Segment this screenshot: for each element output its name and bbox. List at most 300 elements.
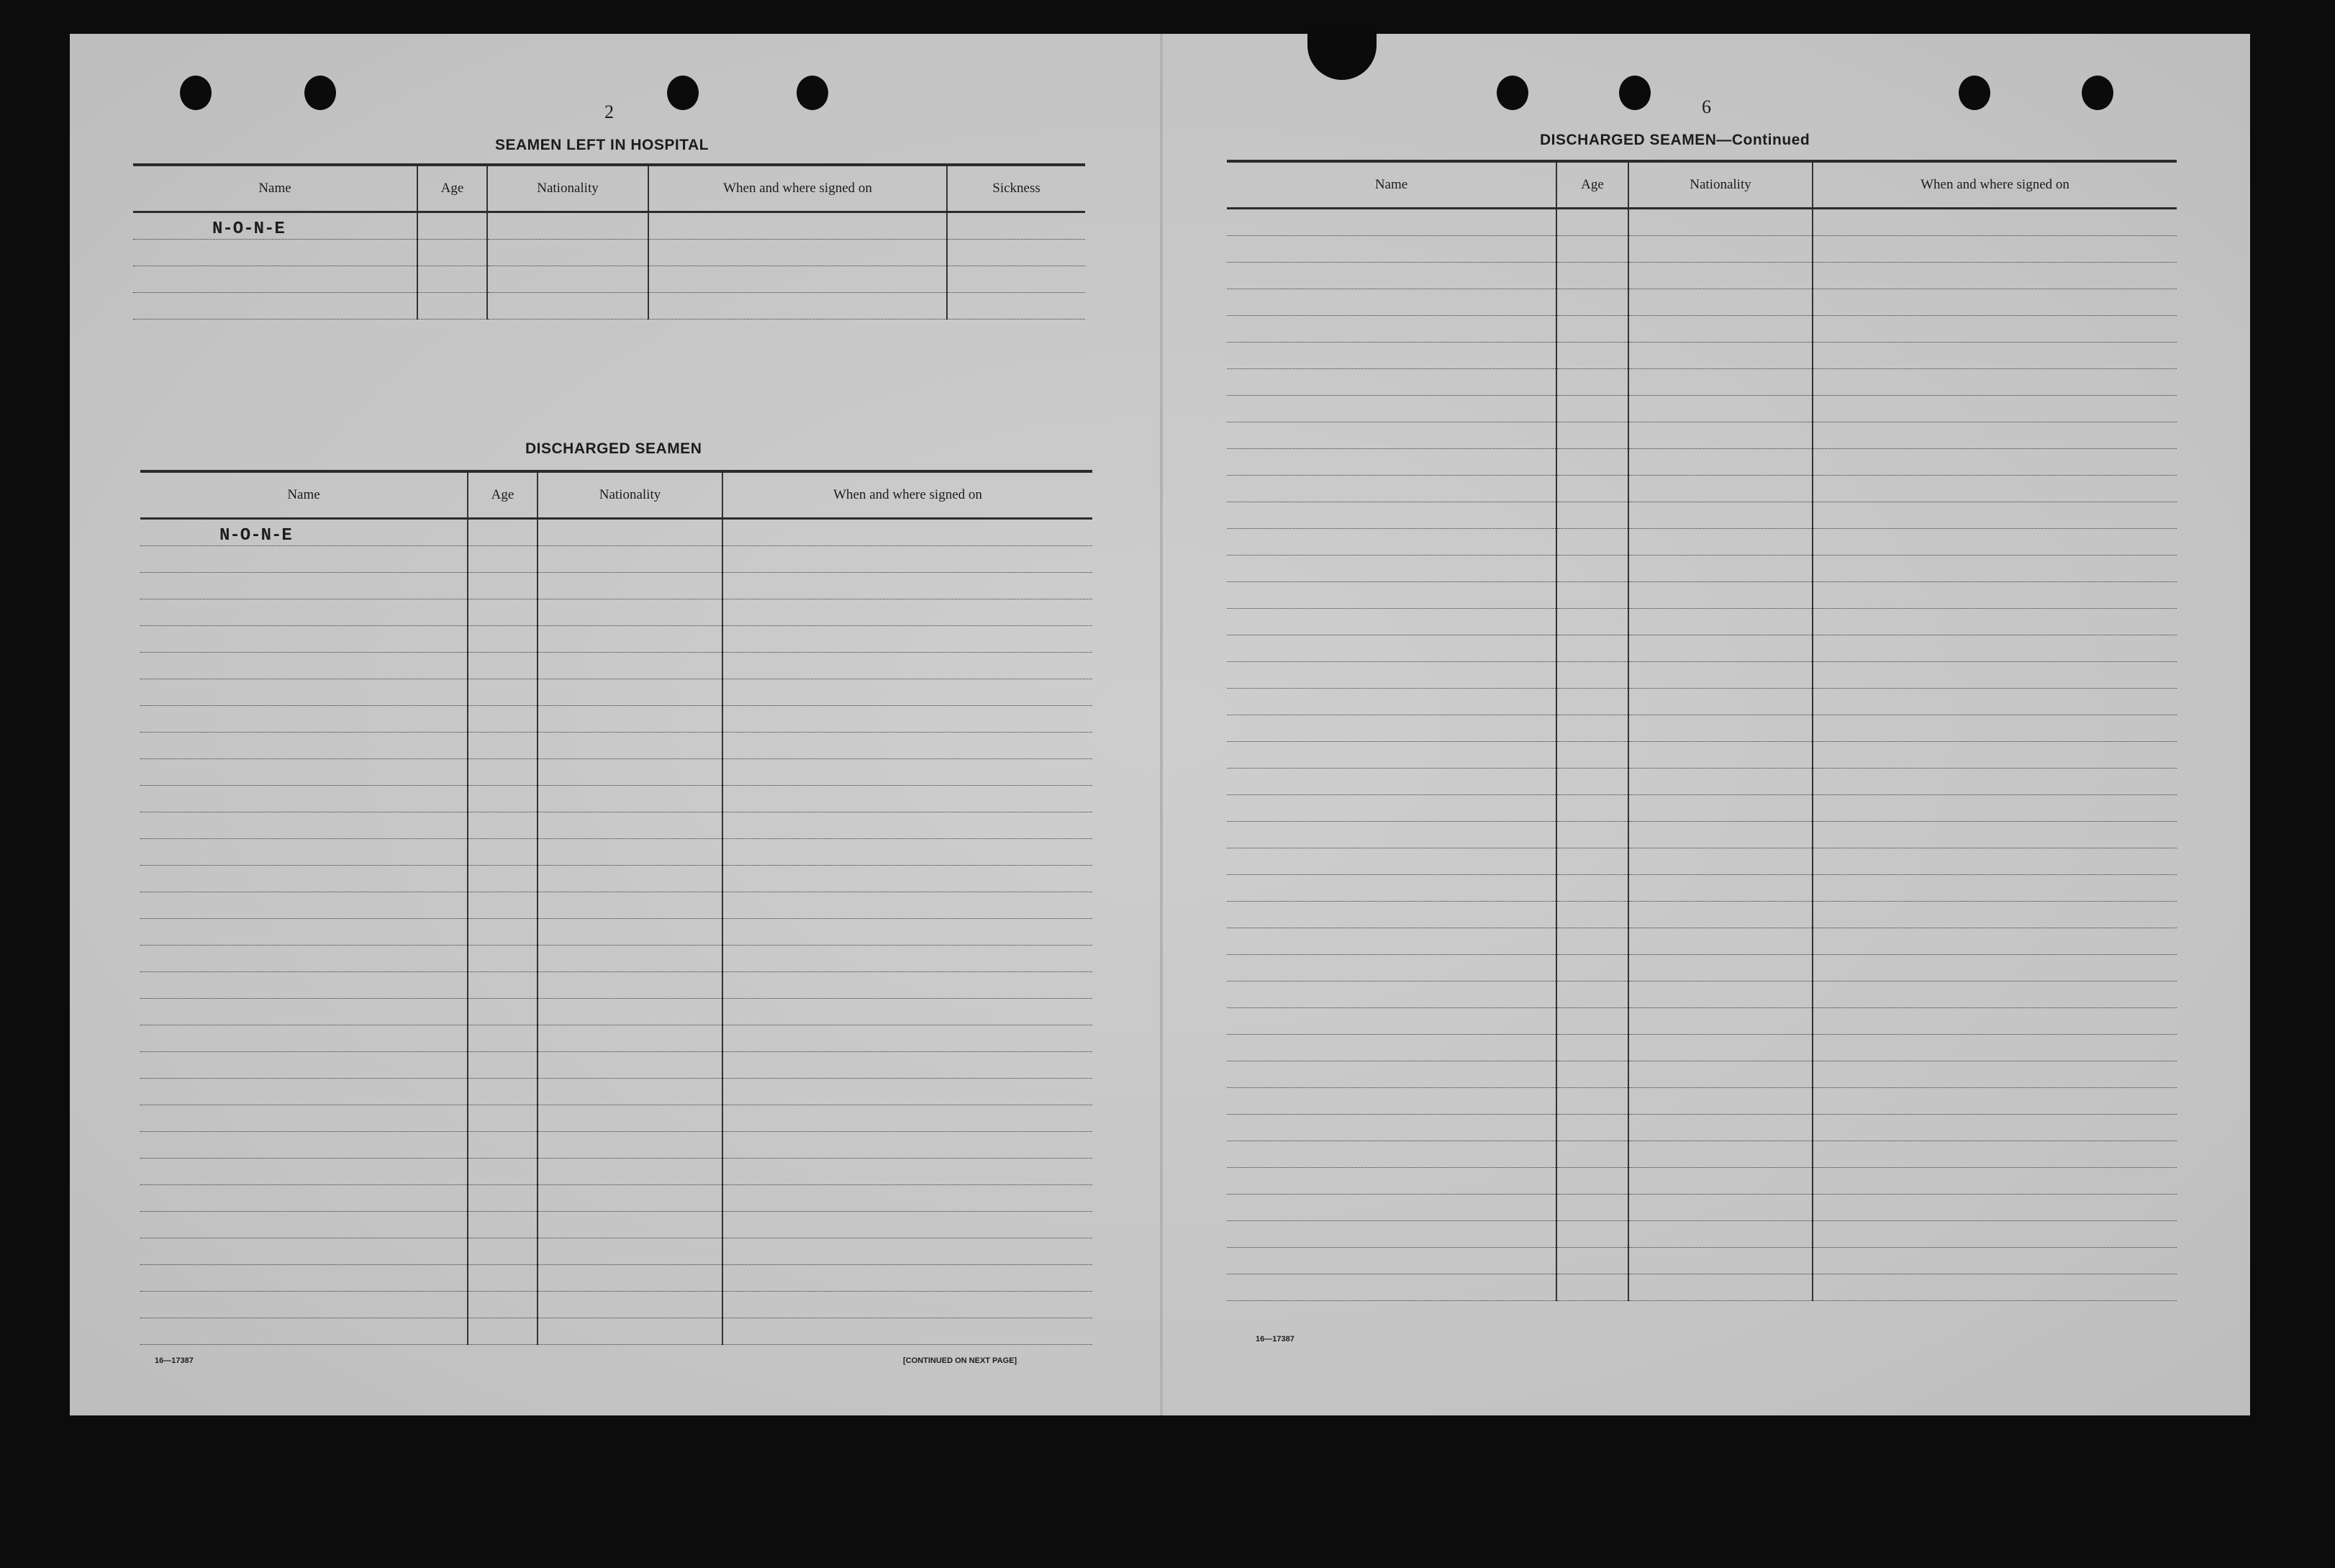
column-header: Name — [1227, 161, 1556, 209]
table-cell — [722, 999, 1092, 1025]
table-cell — [1813, 822, 2177, 848]
table-cell — [487, 240, 648, 266]
page-fold — [1160, 34, 1163, 1415]
table-cell — [468, 546, 538, 573]
table-cell — [1628, 1274, 1813, 1301]
table-row — [140, 1238, 1092, 1265]
table-cell — [1556, 742, 1628, 769]
table-row — [1227, 689, 2177, 715]
table-row — [1227, 582, 2177, 609]
table-cell — [1813, 1195, 2177, 1221]
table-row — [140, 812, 1092, 839]
table-row — [1227, 556, 2177, 582]
table-cell — [1813, 422, 2177, 449]
name-cell — [1227, 928, 1556, 955]
table-cell — [722, 1212, 1092, 1238]
table-cell — [722, 839, 1092, 866]
table-row — [1227, 502, 2177, 529]
name-cell — [1227, 1274, 1556, 1301]
table-cell — [468, 759, 538, 786]
table-cell — [468, 839, 538, 866]
table-cell — [1813, 476, 2177, 502]
table-row — [140, 1212, 1092, 1238]
hospital-table — [133, 163, 1085, 320]
table-cell — [722, 733, 1092, 759]
name-cell — [140, 653, 468, 679]
table-row — [140, 706, 1092, 733]
table-cell — [1628, 449, 1813, 476]
name-cell — [1227, 1195, 1556, 1221]
table-cell — [722, 1132, 1092, 1159]
table-cell — [538, 733, 722, 759]
table-cell — [648, 212, 947, 240]
table-cell — [1628, 529, 1813, 556]
name-cell — [133, 293, 417, 320]
table-cell — [1556, 662, 1628, 689]
table-cell — [538, 1238, 722, 1265]
table-cell — [468, 519, 538, 546]
table-cell — [722, 1185, 1092, 1212]
hospital-section-title: SEAMEN LEFT IN HOSPITAL — [495, 137, 709, 153]
table-cell — [468, 733, 538, 759]
table-cell — [1556, 529, 1628, 556]
table-row — [1227, 263, 2177, 289]
name-cell — [1227, 982, 1556, 1008]
table-cell — [1813, 396, 2177, 422]
column-header: When and where signed on — [1813, 161, 2177, 209]
left-page — [133, 34, 1094, 1415]
table-cell — [468, 599, 538, 626]
table-cell — [1628, 742, 1813, 769]
table-cell — [1628, 396, 1813, 422]
none-entry: N-O-N-E — [133, 212, 417, 240]
table-cell — [487, 266, 648, 293]
table-row — [1227, 875, 2177, 902]
column-header: Name — [133, 165, 417, 212]
name-cell — [1227, 396, 1556, 422]
table-cell — [722, 706, 1092, 733]
table-row — [133, 266, 1085, 293]
name-cell — [1227, 715, 1556, 742]
table-cell — [1556, 582, 1628, 609]
table-cell — [538, 1079, 722, 1105]
table-cell — [538, 972, 722, 999]
table-cell — [1628, 769, 1813, 795]
table-cell — [1556, 848, 1628, 875]
table-row — [140, 1185, 1092, 1212]
table-cell — [468, 892, 538, 919]
table-cell — [487, 212, 648, 240]
table-row — [1227, 902, 2177, 928]
table-cell — [722, 946, 1092, 972]
table-cell — [1556, 476, 1628, 502]
name-cell — [1227, 343, 1556, 369]
table-row — [1227, 635, 2177, 662]
table-cell — [1628, 848, 1813, 875]
name-cell — [1227, 316, 1556, 343]
table-row — [140, 919, 1092, 946]
name-cell — [140, 1132, 468, 1159]
table-row — [1227, 928, 2177, 955]
table-cell — [722, 812, 1092, 839]
table-cell — [722, 1318, 1092, 1345]
table-cell — [947, 293, 1085, 320]
table-cell — [468, 1238, 538, 1265]
table-cell — [468, 679, 538, 706]
table-cell — [1813, 742, 2177, 769]
name-cell — [1227, 236, 1556, 263]
name-cell — [1227, 742, 1556, 769]
table-cell — [1813, 1061, 2177, 1088]
continued-note: [CONTINUED ON NEXT PAGE] — [903, 1356, 1017, 1365]
name-cell — [140, 812, 468, 839]
table-cell — [468, 919, 538, 946]
table-cell — [417, 212, 487, 240]
table-cell — [538, 706, 722, 733]
table-cell — [417, 293, 487, 320]
page-number: 2 — [604, 101, 614, 122]
table-row — [140, 1132, 1092, 1159]
table-cell — [1556, 715, 1628, 742]
table-cell — [1813, 769, 2177, 795]
table-row — [1227, 316, 2177, 343]
table-row — [1227, 529, 2177, 556]
table-cell — [1813, 928, 2177, 955]
table-cell — [1628, 502, 1813, 529]
table-cell — [1556, 1061, 1628, 1088]
name-cell — [1227, 476, 1556, 502]
table-cell — [468, 706, 538, 733]
name-cell — [1227, 582, 1556, 609]
table-cell — [538, 892, 722, 919]
table-row — [1227, 982, 2177, 1008]
discharged-continued-title: DISCHARGED SEAMEN—Continued — [1540, 132, 1810, 148]
table-cell — [468, 1105, 538, 1132]
discharged-continued-table — [1227, 160, 2177, 1301]
name-cell — [1227, 1248, 1556, 1274]
table-cell — [1628, 1115, 1813, 1141]
table-cell — [1556, 449, 1628, 476]
table-cell — [468, 1159, 538, 1185]
table-cell — [648, 240, 947, 266]
name-cell — [1227, 556, 1556, 582]
table-cell — [947, 266, 1085, 293]
table-cell — [1556, 822, 1628, 848]
table-cell — [538, 812, 722, 839]
document-sheet — [70, 34, 2250, 1415]
table-cell — [1813, 582, 2177, 609]
name-cell — [140, 1318, 468, 1345]
table-cell — [1628, 289, 1813, 316]
column-header: Name — [140, 471, 468, 519]
table-cell — [1813, 982, 2177, 1008]
table-cell — [1813, 1141, 2177, 1168]
table-cell — [1556, 1248, 1628, 1274]
table-cell — [468, 1265, 538, 1292]
table-cell — [1628, 209, 1813, 236]
table-cell — [1628, 689, 1813, 715]
table-cell — [538, 1025, 722, 1052]
table-cell — [1628, 1088, 1813, 1115]
table-row — [1227, 1221, 2177, 1248]
table-cell — [1813, 1008, 2177, 1035]
table-cell — [538, 866, 722, 892]
table-cell — [468, 1318, 538, 1345]
name-cell — [1227, 1035, 1556, 1061]
name-cell — [140, 1265, 468, 1292]
table-cell — [468, 999, 538, 1025]
table-row — [140, 972, 1092, 999]
table-cell — [722, 892, 1092, 919]
table-row — [1227, 476, 2177, 502]
table-cell — [1628, 476, 1813, 502]
table-row — [1227, 1035, 2177, 1061]
table-cell — [1813, 715, 2177, 742]
table-cell — [468, 812, 538, 839]
table-cell — [1813, 848, 2177, 875]
table-cell — [1813, 1168, 2177, 1195]
column-header: Sickness — [947, 165, 1085, 212]
table-cell — [1556, 1168, 1628, 1195]
table-cell — [1628, 556, 1813, 582]
name-cell — [1227, 1141, 1556, 1168]
table-row — [140, 759, 1092, 786]
table-cell — [468, 1132, 538, 1159]
table-row — [140, 1159, 1092, 1185]
table-cell — [722, 546, 1092, 573]
table-cell — [538, 546, 722, 573]
name-cell — [140, 1212, 468, 1238]
table-cell — [947, 212, 1085, 240]
table-cell — [1628, 1195, 1813, 1221]
table-row — [140, 1105, 1092, 1132]
table-row — [1227, 662, 2177, 689]
table-cell — [1628, 1168, 1813, 1195]
column-header: Age — [468, 471, 538, 519]
table-cell — [722, 1265, 1092, 1292]
table-cell — [468, 1025, 538, 1052]
table-row — [1227, 795, 2177, 822]
table-row — [133, 293, 1085, 320]
table-cell — [722, 1025, 1092, 1052]
table-cell — [1556, 316, 1628, 343]
table-row — [133, 212, 1085, 240]
table-row — [140, 679, 1092, 706]
name-cell — [140, 1185, 468, 1212]
table-cell — [1628, 316, 1813, 343]
table-cell — [1813, 289, 2177, 316]
table-cell — [722, 1238, 1092, 1265]
table-cell — [1556, 928, 1628, 955]
table-row — [1227, 369, 2177, 396]
table-row — [1227, 1168, 2177, 1195]
table-cell — [417, 240, 487, 266]
table-cell — [468, 786, 538, 812]
table-cell — [538, 999, 722, 1025]
table-cell — [538, 946, 722, 972]
name-cell — [1227, 635, 1556, 662]
table-row — [1227, 1141, 2177, 1168]
table-row — [1227, 769, 2177, 795]
table-cell — [722, 626, 1092, 653]
table-cell — [1628, 1248, 1813, 1274]
name-cell — [140, 1292, 468, 1318]
table-row — [140, 733, 1092, 759]
name-cell — [140, 999, 468, 1025]
table-row — [1227, 955, 2177, 982]
name-cell — [133, 240, 417, 266]
table-cell — [468, 1292, 538, 1318]
table-cell — [538, 759, 722, 786]
table-cell — [538, 1132, 722, 1159]
table-row — [1227, 289, 2177, 316]
table-cell — [1556, 609, 1628, 635]
table-row — [1227, 422, 2177, 449]
name-cell — [1227, 209, 1556, 236]
table-cell — [468, 866, 538, 892]
table-row — [140, 1025, 1092, 1052]
table-cell — [1556, 343, 1628, 369]
column-header: When and where signed on — [722, 471, 1092, 519]
name-cell — [1227, 1008, 1556, 1035]
table-cell — [1628, 795, 1813, 822]
name-cell — [140, 759, 468, 786]
table-row — [1227, 1088, 2177, 1115]
table-cell — [1628, 422, 1813, 449]
table-row — [140, 839, 1092, 866]
name-cell — [1227, 529, 1556, 556]
table-cell — [417, 266, 487, 293]
table-row — [140, 599, 1092, 626]
name-cell — [1227, 263, 1556, 289]
table-cell — [1813, 1088, 2177, 1115]
table-cell — [538, 839, 722, 866]
page-number: 6 — [1702, 96, 1711, 117]
table-cell — [468, 972, 538, 999]
table-cell — [1556, 875, 1628, 902]
table-row — [1227, 396, 2177, 422]
name-cell — [1227, 689, 1556, 715]
table-row — [140, 866, 1092, 892]
name-cell — [1227, 609, 1556, 635]
name-cell — [140, 919, 468, 946]
name-cell — [1227, 1061, 1556, 1088]
table-row — [140, 1079, 1092, 1105]
name-cell — [140, 573, 468, 599]
table-cell — [722, 573, 1092, 599]
name-cell — [1227, 795, 1556, 822]
table-cell — [1813, 369, 2177, 396]
name-cell — [1227, 1088, 1556, 1115]
table-cell — [722, 653, 1092, 679]
table-cell — [538, 1292, 722, 1318]
table-cell — [1556, 263, 1628, 289]
table-cell — [1556, 1274, 1628, 1301]
name-cell — [140, 839, 468, 866]
table-cell — [1813, 343, 2177, 369]
table-cell — [1813, 795, 2177, 822]
table-cell — [1556, 1008, 1628, 1035]
name-cell — [140, 1105, 468, 1132]
table-cell — [1813, 662, 2177, 689]
name-cell — [1227, 662, 1556, 689]
table-cell — [1813, 689, 2177, 715]
column-header: Nationality — [538, 471, 722, 519]
table-cell — [1628, 982, 1813, 1008]
table-row — [140, 653, 1092, 679]
table-cell — [722, 866, 1092, 892]
table-cell — [722, 786, 1092, 812]
name-cell — [1227, 1115, 1556, 1141]
table-cell — [1556, 955, 1628, 982]
name-cell — [1227, 955, 1556, 982]
table-cell — [1556, 289, 1628, 316]
name-cell — [1227, 848, 1556, 875]
name-cell — [1227, 1221, 1556, 1248]
table-cell — [648, 293, 947, 320]
table-cell — [1556, 556, 1628, 582]
name-cell — [140, 1238, 468, 1265]
table-cell — [1813, 1248, 2177, 1274]
table-row — [140, 786, 1092, 812]
table-row — [1227, 236, 2177, 263]
table-cell — [1628, 369, 1813, 396]
table-row — [140, 546, 1092, 573]
table-cell — [1813, 1274, 2177, 1301]
name-cell — [140, 972, 468, 999]
table-cell — [1813, 529, 2177, 556]
table-cell — [1556, 369, 1628, 396]
table-cell — [1813, 635, 2177, 662]
table-cell — [538, 1052, 722, 1079]
table-cell — [722, 1079, 1092, 1105]
table-cell — [538, 1212, 722, 1238]
table-row — [140, 1052, 1092, 1079]
table-row — [140, 1265, 1092, 1292]
table-cell — [1556, 502, 1628, 529]
table-row — [1227, 1248, 2177, 1274]
table-cell — [1628, 1221, 1813, 1248]
table-cell — [1628, 822, 1813, 848]
table-cell — [722, 1292, 1092, 1318]
table-cell — [468, 1212, 538, 1238]
table-cell — [1628, 609, 1813, 635]
table-cell — [1628, 343, 1813, 369]
column-header: When and where signed on — [648, 165, 947, 212]
table-cell — [1556, 635, 1628, 662]
table-cell — [1556, 1115, 1628, 1141]
table-cell — [1813, 209, 2177, 236]
table-cell — [1556, 1035, 1628, 1061]
name-cell — [140, 1159, 468, 1185]
table-cell — [1628, 875, 1813, 902]
name-cell — [140, 866, 468, 892]
table-cell — [722, 1105, 1092, 1132]
table-row — [1227, 449, 2177, 476]
table-cell — [648, 266, 947, 293]
table-cell — [487, 293, 648, 320]
table-cell — [1628, 902, 1813, 928]
table-cell — [1556, 982, 1628, 1008]
table-cell — [722, 972, 1092, 999]
table-row — [140, 1318, 1092, 1345]
table-row — [1227, 715, 2177, 742]
name-cell — [140, 706, 468, 733]
table-cell — [1628, 263, 1813, 289]
table-cell — [1556, 209, 1628, 236]
name-cell — [140, 599, 468, 626]
name-cell — [1227, 449, 1556, 476]
